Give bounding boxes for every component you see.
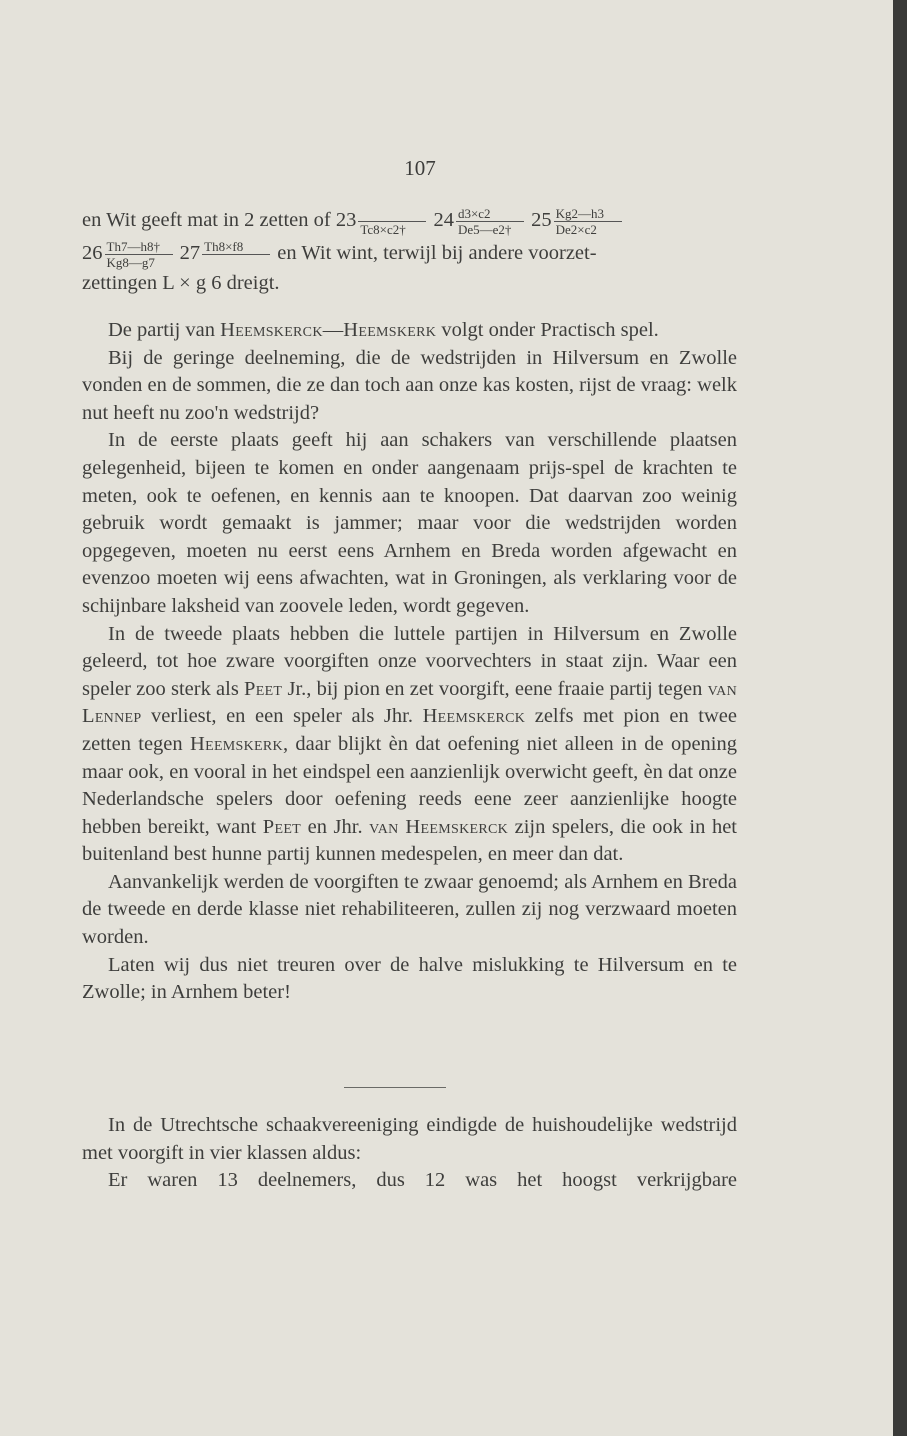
move-25-den: De2×c2 bbox=[555, 222, 597, 237]
move-27-num: Th8×f8 bbox=[202, 239, 270, 255]
paragraph-partij bbox=[82, 317, 737, 345]
tweede-s2: Jr., bij pion en zet voorgift, eene fraaie partij tegen bbox=[282, 677, 708, 700]
name-peet-2: Peet bbox=[262, 815, 302, 838]
move-27 bbox=[202, 239, 270, 270]
paragraph-er: Er waren 13 deelnemers, dus 12 was het hoogst verkrijgbare bbox=[108, 1169, 737, 1192]
paragraph-bij: Bij de geringe deelneming, die de wedstrijden in Hilversum en Zwolle vonden en de sommen, die ze dan toch aan onze kas kosten, rijst de vraag: welk nut heeft nu zoo'n wedstrijd? bbox=[82, 346, 737, 424]
move-23-num bbox=[358, 206, 426, 222]
paragraph-utrecht: In de Utrechtsche schaakvereeniging eindigde de huishoudelijke wedstrijd met voorgift in vier klassen aldus: bbox=[82, 1114, 737, 1164]
paragraph-aanvankelijk: Aanvankelijk werden de voorgiften te zwaar genoemd; als Arnhem en Breda de tweede en derde klasse niet rehabiliteeren, zullen zij nog verzwaard moeten worden. bbox=[82, 870, 737, 949]
tweede-s4: zelfs met pion en twee zetten tegen bbox=[82, 705, 738, 755]
tweede-s5: , daar blijkt èn dat oefening niet alleen in de opening maar ook, en vooral in het eindspel een aanzienlijk overwicht geeft, èn dat onze Nederlandsche spelers door oefening reeds eene zeer aanzienlijke hoogte hebben bereikt, want bbox=[82, 732, 737, 838]
move-25 bbox=[554, 206, 622, 237]
name-heemskerck: Heemskerck bbox=[220, 319, 323, 341]
section-divider bbox=[344, 1087, 446, 1088]
move-26 bbox=[105, 239, 173, 270]
move-24 bbox=[456, 206, 524, 237]
move-25-num: Kg2—h3 bbox=[554, 206, 622, 222]
body-text-2 bbox=[82, 1112, 737, 1195]
move-25-number: 25 bbox=[531, 209, 552, 232]
move-27-number: 27 bbox=[179, 242, 201, 265]
move-27-den bbox=[202, 255, 270, 270]
tweede-s3: verliest, en een speler als Jhr. bbox=[141, 705, 423, 728]
partij-text-b: volgt onder Practisch spel. bbox=[436, 319, 659, 341]
moves-lead: en Wit geeft mat in 2 zetten of bbox=[82, 209, 331, 232]
tweede-s6: en Jhr. bbox=[301, 815, 370, 838]
page-number: 107 bbox=[404, 156, 436, 180]
move-23-number: 23 bbox=[335, 209, 357, 232]
move-26-number: 26 bbox=[82, 242, 103, 265]
move-23 bbox=[358, 206, 426, 237]
move-23-den: Tc8×c2† bbox=[360, 222, 406, 237]
name-heemskerk: Heemskerk bbox=[343, 319, 437, 341]
moves-block bbox=[82, 206, 737, 298]
body-text bbox=[82, 317, 737, 1007]
move-26-num: Th7—h8† bbox=[105, 239, 173, 255]
partij-text-a: De partij van bbox=[108, 319, 221, 341]
move-26-den: Kg8—g7 bbox=[106, 255, 155, 270]
moves-line-1 bbox=[82, 206, 737, 237]
name-van-heemskerck: van Heemskerck bbox=[369, 815, 509, 838]
tweede-s7: zijn spelers, die ook in het buitenland best hunne partij kunnen medespelen, en meer dan dat. bbox=[82, 815, 737, 866]
paragraph-tweede bbox=[82, 621, 737, 869]
moves-line-2 bbox=[82, 239, 737, 270]
paragraph-eerste: In de eerste plaats geeft hij aan schakers van verschillende plaatsen gelegenheid, bijeen te komen en onder aangenaam prijs-spel de krachten te meten, ook te oefenen, en kennis aan te knoopen. Dat daarvan zoo weinig gebruik wordt gemaakt is jammer; maar voor die wedstrijden worden opgegeven, moeten nu eerst eens Arnhem en Breda worden afgewacht en evenzoo moeten wij eens afwachten, wat in Groningen, als verklaring voor de schijnbare laksheid van zoovele leden, wordt gegeven. bbox=[82, 429, 737, 617]
moves-end: zettingen L × g 6 dreigt. bbox=[82, 272, 280, 294]
page-edge bbox=[893, 0, 907, 1436]
move-24-den: De5—e2† bbox=[457, 222, 512, 237]
name-van-lennep: van Lennep bbox=[82, 677, 737, 728]
name-heemskerck-2: Heemskerck bbox=[422, 705, 526, 728]
name-peet: Peet bbox=[244, 677, 283, 700]
move-24-number: 24 bbox=[433, 209, 454, 232]
partij-dash: — bbox=[322, 319, 344, 341]
moves-tail: en Wit wint, terwijl bij andere voorzet- bbox=[277, 242, 597, 265]
move-24-num: d3×c2 bbox=[456, 206, 524, 222]
tweede-s1: In de tweede plaats hebben die luttele partijen in Hilversum en Zwolle geleerd, tot hoe zware voorgiften onze voorvechters in staat zijn. Waar een speler zoo sterk als bbox=[82, 622, 737, 700]
name-heemskerk-2: Heemskerk bbox=[189, 732, 283, 755]
paragraph-laten: Laten wij dus niet treuren over de halve mislukking te Hilversum en te Zwolle; in Arnhem beter! bbox=[82, 953, 737, 1004]
